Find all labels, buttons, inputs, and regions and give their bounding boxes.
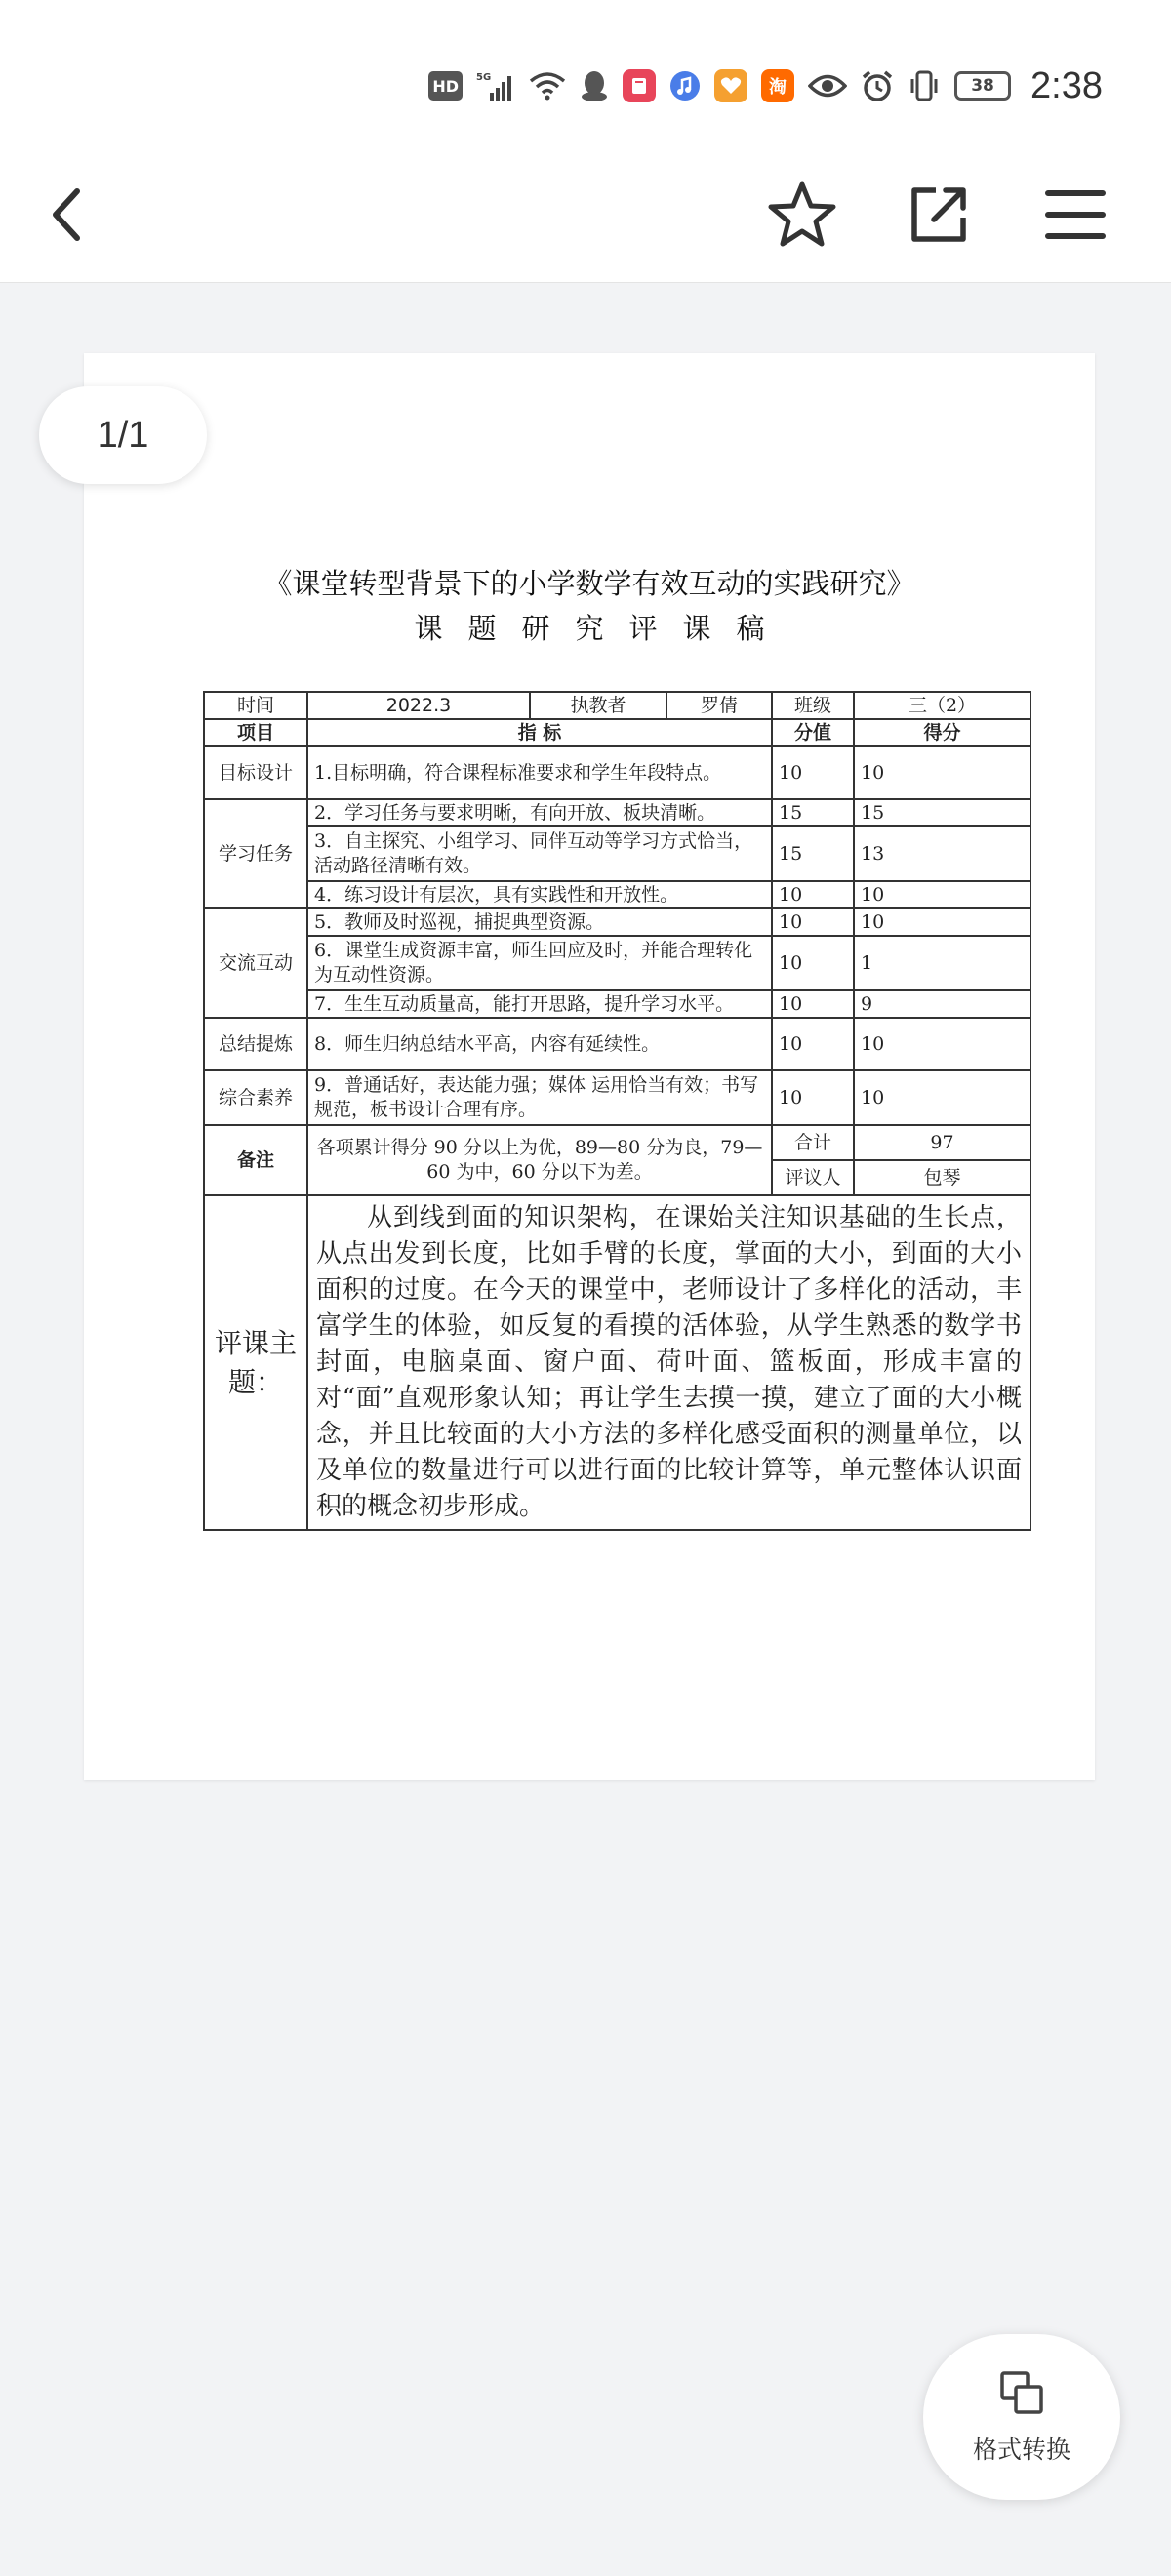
row-indicator: 3．自主探究、小组学习、同伴互动等学习方式恰当，活动路径清晰有效。 <box>307 826 772 881</box>
alarm-icon <box>861 69 894 102</box>
table-row <box>204 881 1030 908</box>
status-icons <box>428 64 1103 107</box>
document-title: 《课堂转型背景下的小学数学有效互动的实践研究》 <box>263 567 915 600</box>
row-value: 15 <box>772 826 854 881</box>
review-label: 评课主题： <box>204 1195 307 1530</box>
col-score: 得分 <box>854 719 1030 746</box>
back-arrow-icon <box>44 185 93 244</box>
favorite-button[interactable] <box>763 176 841 254</box>
total-value: 97 <box>854 1125 1030 1160</box>
row-score: 10 <box>854 1070 1030 1125</box>
table-header-row <box>204 692 1030 719</box>
row-score: 9 <box>854 990 1030 1018</box>
column-header-row <box>204 719 1030 746</box>
row-category: 综合素养 <box>204 1070 307 1125</box>
table-row <box>204 826 1030 881</box>
back-button[interactable] <box>29 176 107 254</box>
eye-icon <box>808 69 847 102</box>
row-value: 10 <box>772 936 854 990</box>
teacher-value: 罗倩 <box>666 692 772 719</box>
5g-signal-icon <box>476 69 515 102</box>
remarks-text: 各项累计得分 90 分以上为优，89—80 分为良，79—60 为中，60 分以下为差。 <box>307 1125 772 1195</box>
row-indicator: 2．学习任务与要求明晰，有向开放、板块清晰。 <box>307 799 772 826</box>
status-bar <box>0 0 1171 146</box>
health-app-icon <box>714 69 747 102</box>
clock: 2:38 <box>1030 64 1103 106</box>
format-convert-button[interactable] <box>923 2334 1120 2500</box>
row-value: 15 <box>772 799 854 826</box>
table-row <box>204 746 1030 799</box>
table-row <box>204 908 1030 936</box>
row-indicator: 1.目标明确，符合课程标准要求和学生年段特点。 <box>307 746 772 799</box>
class-value: 三（2） <box>854 692 1030 719</box>
hd-icon: HD <box>428 71 463 101</box>
row-indicator: 9．普通话好，表达能力强；媒体 运用恰当有效；书写规范，板书设计合理有序。 <box>307 1070 772 1125</box>
total-label: 合计 <box>772 1125 854 1160</box>
row-score: 10 <box>854 908 1030 936</box>
time-label: 时间 <box>204 692 307 719</box>
share-button[interactable] <box>900 176 978 254</box>
table-row <box>204 1070 1030 1125</box>
row-score: 1 <box>854 936 1030 990</box>
review-text: 从到线到面的知识架构，在课始关注知识基础的生长点，从点出发到长度，比如手臂的长度，掌面的大小，到面的大小面积的过度。在今天的课堂中，老师设计了多样化的活动，丰富学生的体验，如反复的看摸的活体验，从学生熟悉的数学书封面，电脑桌面、窗户面、荷叶面、篮板面，形成丰富的对“面”直观形象认知；再让学生去摸一摸，建立了面的大小概念，并且比较面的大小方法的多样化感受面积的测量单位，以及单位的数量进行可以进行面的比较计算等，单元整体认识面积的概念初步形成。 <box>307 1195 1030 1530</box>
row-score: 10 <box>854 746 1030 799</box>
row-value: 10 <box>772 1018 854 1070</box>
menu-button[interactable] <box>1036 176 1114 254</box>
remarks-label: 备注 <box>204 1125 307 1195</box>
taobao-app-icon: 淘 <box>761 69 794 102</box>
remarks-row <box>204 1125 1030 1160</box>
share-icon <box>907 182 971 247</box>
table-row <box>204 1018 1030 1070</box>
vibrate-icon <box>908 69 941 102</box>
reviewer-label: 评议人 <box>772 1160 854 1195</box>
col-indicator: 指 标 <box>307 719 772 746</box>
evaluation-table <box>203 691 1031 1531</box>
col-item: 项目 <box>204 719 307 746</box>
row-score: 13 <box>854 826 1030 881</box>
table-row <box>204 936 1030 990</box>
qq-icon <box>580 69 609 102</box>
row-indicator: 6．课堂生成资源丰富，师生回应及时，并能合理转化为互动性资源。 <box>307 936 772 990</box>
row-value: 10 <box>772 908 854 936</box>
row-category: 总结提炼 <box>204 1018 307 1070</box>
music-app-icon <box>669 69 701 102</box>
copy-icon <box>997 2368 1046 2417</box>
star-icon <box>767 180 837 250</box>
row-indicator: 4．练习设计有层次，具有实践性和开放性。 <box>307 881 772 908</box>
row-value: 10 <box>772 746 854 799</box>
table-row <box>204 990 1030 1018</box>
time-value: 2022.3 <box>307 692 530 719</box>
format-convert-label: 格式转换 <box>972 2435 1070 2464</box>
svg-text:5G: 5G <box>476 72 492 83</box>
table-row <box>204 799 1030 826</box>
menu-icon <box>1044 185 1107 244</box>
col-value: 分值 <box>772 719 854 746</box>
document-subtitle: 课题研究评课稿 <box>414 612 790 645</box>
page-indicator: 1/1 <box>39 386 207 484</box>
row-category: 学习任务 <box>204 799 307 908</box>
row-value: 10 <box>772 990 854 1018</box>
row-value: 10 <box>772 881 854 908</box>
review-row <box>204 1195 1030 1530</box>
teacher-label: 执教者 <box>530 692 666 719</box>
row-category: 交流互动 <box>204 908 307 1018</box>
book-app-icon <box>623 69 656 102</box>
row-category: 目标设计 <box>204 746 307 799</box>
row-indicator: 5．教师及时巡视，捕捉典型资源。 <box>307 908 772 936</box>
wifi-icon <box>529 69 566 102</box>
row-value: 10 <box>772 1070 854 1125</box>
top-toolbar <box>0 146 1171 283</box>
row-score: 10 <box>854 1018 1030 1070</box>
reviewer-value: 包琴 <box>854 1160 1030 1195</box>
row-score: 15 <box>854 799 1030 826</box>
row-indicator: 7．生生互动质量高，能打开思路，提升学习水平。 <box>307 990 772 1018</box>
class-label: 班级 <box>772 692 854 719</box>
row-indicator: 8．师生归纳总结水平高，内容有延续性。 <box>307 1018 772 1070</box>
battery-icon: 38 <box>954 71 1011 101</box>
row-score: 10 <box>854 881 1030 908</box>
